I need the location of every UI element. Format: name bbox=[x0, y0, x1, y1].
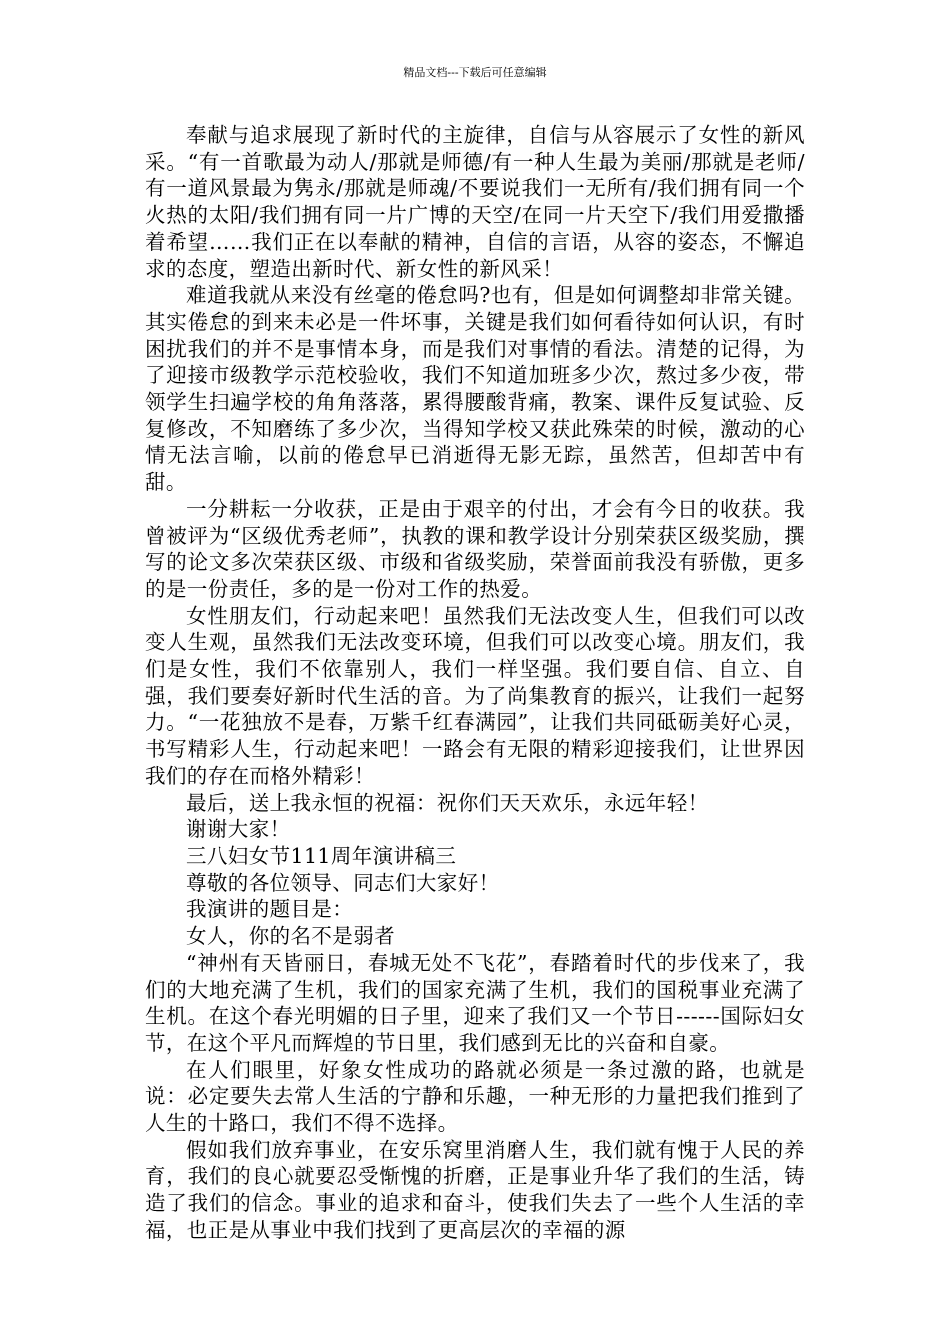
paragraph: 难道我就从来没有丝毫的倦怠吗?也有，但是如何调整却非常关键。其实倦怠的到来未必是一件坏事，关键是我们如何看待如何认识，有时困扰我们的并不是事情本身，而是我们对事情的看法。清楚的记得，为了迎接市级教学示范校验收，我们不知道加班多少次，熬过多少夜，带领学生扫遍学校的角角落落，累得腰酸背痛，教案、课件反复试验、反复修改，不知磨练了多少次，当得知学校又获此殊荣的时候，激动的心情无法言喻，以前的倦怠早已消逝得无影无踪，虽然苦，但却苦中有甜。 bbox=[145, 283, 805, 495]
greeting: 尊敬的各位领导、同志们大家好！ bbox=[186, 870, 500, 895]
paragraph: “神州有天皆丽日，春城无处不飞花”，春踏着时代的步伐来了，我们的大地充满了生机，我们的国家充满了生机，我们的国税事业充满了生机。在这个春光明媚的日子里，迎来了我们又一个节日------国际妇女节，在这个平凡而辉煌的节日里，我们感到无比的兴奋和自豪。 bbox=[145, 950, 805, 1055]
speech-title: 三八妇女节111周年演讲稿三 bbox=[186, 843, 457, 868]
paragraph: 我演讲的题目是： bbox=[186, 897, 354, 922]
paragraph: 一分耕耘一分收获，正是由于艰辛的付出，才会有今日的收获。我曾被评为“区级优秀老师”，执教的课和教学设计分别荣获区级奖励，撰写的论文多次荣获区级、市级和省级奖励，荣誉面前我没有骄傲，更多的是一份责任，多的是一份对工作的热爱。 bbox=[145, 496, 805, 601]
speech-topic: 女人，你的名不是弱者 bbox=[186, 924, 395, 949]
paragraph: 奉献与追求展现了新时代的主旋律，自信与从容展示了女性的新风采。“有一首歌最为动人/那就是师德/有一种人生最为美丽/那就是老师/有一道风景最为隽永/那就是师魂/不要说我们一无所有/我们拥有同一个火热的太阳/我们拥有同一片广博的天空/在同一片天空下/我们用爱撒播着希望……我们正在以奉献的精神，自信的言语，从容的姿态，不懈追求的态度，塑造出新时代、新女性的新风采！ bbox=[145, 123, 805, 281]
paragraph: 最后，送上我永恒的祝福：祝你们天天欢乐，永远年轻！ bbox=[186, 790, 709, 815]
document-body bbox=[145, 122, 805, 1244]
paragraph: 女性朋友们，行动起来吧！虽然我们无法改变人生，但我们可以改变人生观，虽然我们无法改变环境，但我们可以改变心境。朋友们，我们是女性，我们不依靠别人，我们一样坚强。我们要自信、自立、自强，我们要奏好新时代生活的音。为了尚集教育的振兴，让我们一起努力。“一花独放不是春，万紫千红春满园”，让我们共同砥砺美好心灵，书写精彩人生，行动起来吧！一路会有无限的精彩迎接我们，让世界因我们的存在而格外精彩！ bbox=[145, 603, 805, 788]
paragraph: 假如我们放弃事业，在安乐窝里消磨人生，我们就有愧于人民的养育，我们的良心就要忍受惭愧的折磨，正是事业升华了我们的生活，铸造了我们的信念。事业的追求和奋斗，使我们失去了一些个人生活的幸福，也正是从事业中我们找到了更高层次的幸福的源 bbox=[145, 1137, 805, 1242]
paragraph: 在人们眼里，好象女性成功的路就必须是一条过激的路，也就是说：必定要失去常人生活的宁静和乐趣，一种无形的力量把我们推到了人生的十路口，我们不得不选择。 bbox=[145, 1057, 805, 1136]
paragraph: 谢谢大家！ bbox=[186, 817, 291, 842]
page-header: 精品文档---下载后可任意编辑 bbox=[403, 66, 547, 79]
